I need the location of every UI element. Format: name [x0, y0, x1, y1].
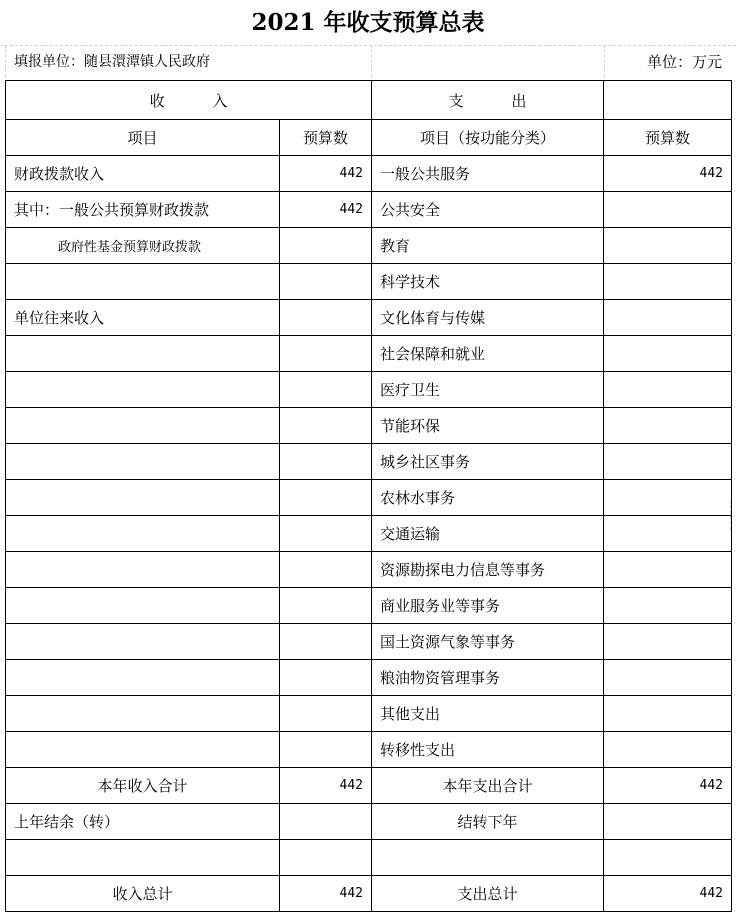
grid-line [371, 45, 372, 77]
carry-forward-label: 结转下年 [372, 804, 604, 840]
income-value [280, 552, 372, 588]
income-value [280, 516, 372, 552]
blank-cell [372, 840, 604, 876]
table-row [6, 264, 732, 300]
income-item [6, 444, 280, 480]
total-expense-value: 442 [604, 876, 732, 912]
income-item [6, 408, 280, 444]
income-value [280, 696, 372, 732]
expense-value [604, 624, 732, 660]
table-row [6, 624, 732, 660]
expense-item: 公共安全 [372, 192, 604, 228]
expense-item: 粮油物资管理事务 [372, 660, 604, 696]
income-item [6, 732, 280, 768]
expense-value [604, 336, 732, 372]
expense-item: 资源勘探电力信息等事务 [372, 552, 604, 588]
income-item [6, 588, 280, 624]
income-value [280, 408, 372, 444]
table-row [6, 228, 732, 264]
blank-cell [6, 840, 280, 876]
grid-line [0, 45, 736, 46]
income-header: 收 入 [6, 81, 372, 120]
grand-total-row [6, 876, 732, 912]
income-item [6, 336, 280, 372]
income-value [280, 660, 372, 696]
expense-value [604, 192, 732, 228]
table-row [6, 480, 732, 516]
income-value [280, 588, 372, 624]
table-row [6, 300, 732, 336]
expense-value [604, 588, 732, 624]
income-item: 单位往来收入 [6, 300, 280, 336]
expense-item: 国土资源气象等事务 [372, 624, 604, 660]
income-value: 442 [280, 156, 372, 192]
blank-cell [280, 840, 372, 876]
expense-value [604, 264, 732, 300]
table-row [6, 660, 732, 696]
section-header-row [6, 81, 732, 120]
reporting-unit: 填报单位：随县澴潭镇人民政府 [14, 54, 210, 70]
blank-cell [604, 840, 732, 876]
table-row [6, 552, 732, 588]
income-item [6, 696, 280, 732]
income-value [280, 480, 372, 516]
expense-value [604, 552, 732, 588]
income-item-header: 项目 [6, 120, 280, 156]
expense-value [604, 696, 732, 732]
budget-table [5, 80, 732, 912]
table-row [6, 372, 732, 408]
income-value [280, 300, 372, 336]
expense-value [604, 660, 732, 696]
total-income-label: 收入总计 [6, 876, 280, 912]
expense-item: 文化体育与传媒 [372, 300, 604, 336]
expense-item: 农林水事务 [372, 480, 604, 516]
table-row [6, 408, 732, 444]
income-value [280, 264, 372, 300]
total-expense-label: 支出总计 [372, 876, 604, 912]
grid-line [604, 45, 605, 77]
table-row [6, 588, 732, 624]
income-item [6, 264, 280, 300]
expense-value: 442 [604, 156, 732, 192]
expense-item: 科学技术 [372, 264, 604, 300]
income-value [280, 228, 372, 264]
expense-header: 支 出 [372, 81, 604, 120]
prev-balance-value [280, 804, 372, 840]
income-budget-header: 预算数 [280, 120, 372, 156]
grid-line [730, 500, 736, 530]
column-header-row [6, 120, 732, 156]
page-title: 2021 年收支预算总表 [251, 9, 485, 36]
income-item [6, 552, 280, 588]
expense-item: 教育 [372, 228, 604, 264]
expense-item: 交通运输 [372, 516, 604, 552]
expense-budget-header: 预算数 [604, 120, 732, 156]
prev-balance-label: 上年结余（转） [6, 804, 280, 840]
table-row [6, 444, 732, 480]
expense-value [604, 732, 732, 768]
income-item: 其中：一般公共预算财政拨款 [6, 192, 280, 228]
expense-header-blank [604, 81, 732, 120]
expense-item: 商业服务业等事务 [372, 588, 604, 624]
income-value [280, 732, 372, 768]
income-item [6, 372, 280, 408]
income-value [280, 444, 372, 480]
grid-line [5, 45, 6, 77]
table-row [6, 336, 732, 372]
expense-item: 社会保障和就业 [372, 336, 604, 372]
expense-value [604, 372, 732, 408]
income-value [280, 336, 372, 372]
income-item: 政府性基金预算财政拨款 [6, 228, 280, 264]
income-item [6, 480, 280, 516]
expense-value [604, 480, 732, 516]
income-item [6, 660, 280, 696]
expense-item: 其他支出 [372, 696, 604, 732]
expense-value [604, 408, 732, 444]
expense-value [604, 228, 732, 264]
table-row [6, 732, 732, 768]
year-total-row [6, 768, 732, 804]
expense-value [604, 300, 732, 336]
expense-value [604, 516, 732, 552]
expense-item-header: 项目（按功能分类） [372, 120, 604, 156]
expense-value [604, 444, 732, 480]
income-item: 财政拨款收入 [6, 156, 280, 192]
year-income-value: 442 [280, 768, 372, 804]
income-value: 442 [280, 192, 372, 228]
income-item [6, 516, 280, 552]
year-expense-value: 442 [604, 768, 732, 804]
table-row [6, 696, 732, 732]
blank-row [6, 840, 732, 876]
expense-item: 城乡社区事务 [372, 444, 604, 480]
balance-row [6, 804, 732, 840]
expense-item: 一般公共服务 [372, 156, 604, 192]
table-row [6, 192, 732, 228]
table-row [6, 156, 732, 192]
total-income-value: 442 [280, 876, 372, 912]
money-unit: 单位：万元 [646, 53, 722, 71]
income-value [280, 372, 372, 408]
carry-forward-value [604, 804, 732, 840]
expense-item: 医疗卫生 [372, 372, 604, 408]
year-income-label: 本年收入合计 [6, 768, 280, 804]
expense-item: 转移性支出 [372, 732, 604, 768]
income-value [280, 624, 372, 660]
expense-item: 节能环保 [372, 408, 604, 444]
table-row [6, 516, 732, 552]
income-item [6, 624, 280, 660]
year-expense-label: 本年支出合计 [372, 768, 604, 804]
